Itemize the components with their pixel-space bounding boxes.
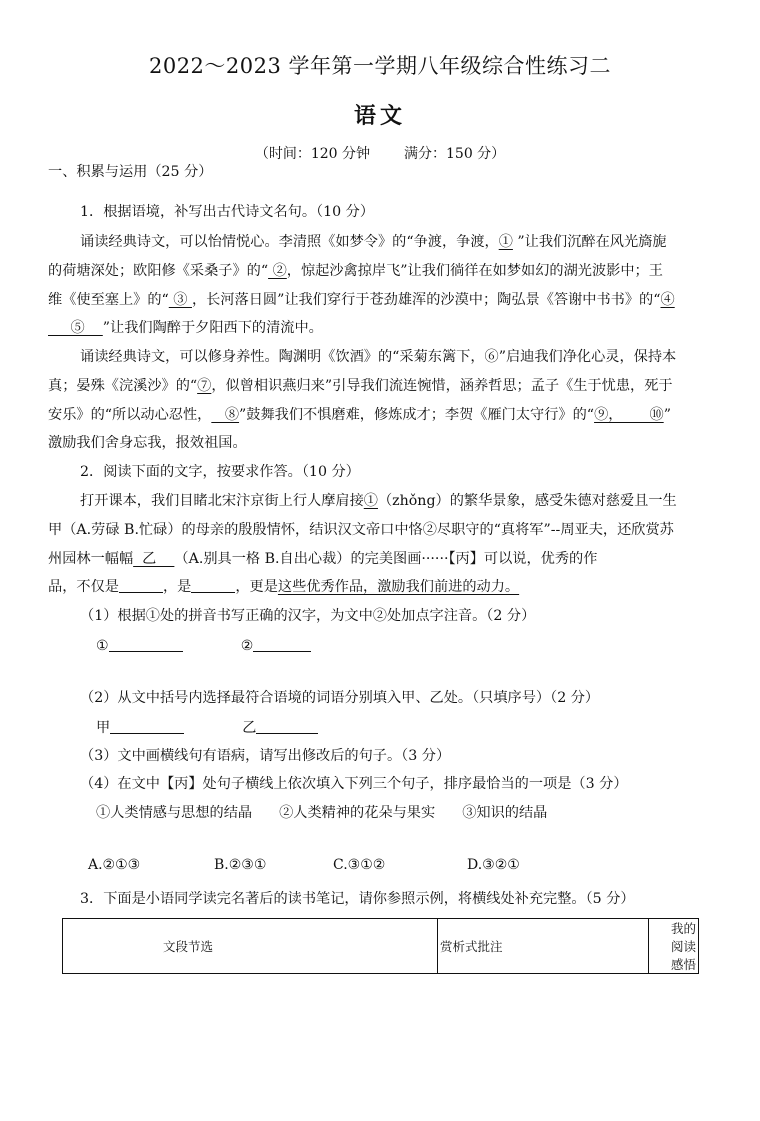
q1-paragraph2-line4: 激励我们舍身忘我，报效祖国。	[48, 435, 247, 451]
blank-9-10[interactable]: ⑨， ⑩	[594, 407, 664, 423]
q2-text-line4: 品，不仅是 ，是 ，更是这些优秀作品，激励我们前进的动力。	[48, 579, 520, 595]
blank-3[interactable]: ③	[168, 292, 192, 308]
subquestion-2-answers: 甲 乙	[96, 718, 396, 738]
exam-score: 满分：150 分）	[404, 146, 506, 162]
subquestion-1-answers: ① ②	[96, 636, 396, 656]
q1-paragraph2-line2: 真；晏殊《浣溪沙》的“⑦，似曾相识燕归来”引导我们流连惋惜，涵养哲思；孟子《生于忧患，死于	[48, 378, 673, 394]
q2-text-line2: 甲（A.劳碌 B.忙碌）的母亲的殷殷情怀，结识汉文帝口中恪②尽职守的“真将军”--周亚夫，还欣赏苏	[48, 522, 674, 538]
choice-d[interactable]: D.③②①	[467, 857, 520, 873]
q1-paragraph2-line1: 诵读经典诗文，可以修身养性。陶渊明《饮酒》的“采菊东篱下，⑥”启迪我们净化心灵，保持本	[80, 349, 677, 365]
q1-paragraph2-line3: 安乐》的“所以动心忍性， ⑧”鼓舞我们不惧磨难，修炼成才；李贺《雁门太守行》的“⑨， ⑩”	[48, 407, 671, 423]
question-1-stem: 1．根据语境，补写出古代诗文名句。（10 分）	[80, 204, 375, 220]
subquestion-4: （4）在文中【丙】处句子横线上依次填入下列三个句子，排序最恰当的一项是（3 分）	[80, 776, 628, 792]
choice-b[interactable]: B.②③①	[214, 857, 267, 873]
question-3-stem: 3．下面是小语同学读完名著后的读书笔记，请你参照示例，将横线处补充完整。（5 分）	[80, 891, 635, 907]
q1-paragraph1-line2: 的荷塘深处；欧阳修《采桑子》的“ ②，惊起沙禽掠岸飞”让我们徜徉在如梦如幻的湖光波影中；王	[48, 263, 663, 279]
choice-c[interactable]: C.③①②	[333, 857, 386, 873]
subquestion-4-sentences: ①人类情感与思想的结晶 ②人类精神的花朵与果实 ③知识的结晶	[96, 805, 548, 821]
blank-2[interactable]: ②	[268, 263, 287, 279]
exam-title: 2022～2023 学年第一学期八年级综合性练习二	[148, 54, 612, 78]
subquestion-2: （2）从文中括号内选择最符合语境的词语分别填入甲、乙处。（只填序号）（2 分）	[80, 690, 600, 706]
table-header-excerpt: 文段节选	[63, 919, 438, 974]
table-header-row	[63, 919, 699, 974]
table-header-annotation: 赏析式批注	[438, 919, 649, 974]
answer-1-field[interactable]	[109, 637, 183, 652]
answer-2-field[interactable]	[253, 637, 311, 652]
blank-4[interactable]: ④	[660, 292, 675, 308]
underlined-sentence: 这些优秀作品，激励我们前进的动力。	[277, 579, 520, 595]
section-heading: 一、积累与运用（25 分）	[48, 164, 213, 180]
blank-yi[interactable]: 乙	[133, 551, 175, 567]
blank-8[interactable]: ⑧	[211, 407, 240, 423]
mark-2: ②	[422, 522, 437, 538]
q2-text-line1: 打开课本，我们目睹北宋汴京街上行人摩肩接①（zhǒng）的繁华景象，感受朱德对慈爱且一生	[80, 493, 677, 509]
exam-info	[0, 143, 760, 163]
blank-7[interactable]: ⑦	[197, 378, 212, 394]
choice-a[interactable]: A.②①③	[88, 857, 141, 873]
subquestion-1: （1）根据①处的拼音书写正确的汉字，为文中②处加点字注音。（2 分）	[80, 608, 536, 624]
subquestion-3: （3）文中画横线句有语病，请写出修改后的句子。（3 分）	[80, 748, 451, 764]
answer-yi-field[interactable]	[256, 719, 318, 734]
blank-1[interactable]: ①	[498, 234, 513, 250]
q1-paragraph1-line4: ⑤ ”让我们陶醉于夕阳西下的清流中。	[48, 320, 323, 336]
reading-notes-table	[62, 918, 699, 974]
q1-paragraph1-line1: 诵读经典诗文，可以怡情悦心。李清照《如梦令》的“争渡，争渡，① ”让我们沉醉在风光旖旎	[80, 234, 667, 250]
blank-5[interactable]: ⑤	[48, 320, 103, 336]
answer-jia-field[interactable]	[110, 719, 184, 734]
blank-pinyin[interactable]: ①	[363, 493, 378, 509]
table-header-reflection: 我的阅读感悟	[649, 919, 699, 974]
blank-bing-1[interactable]	[119, 578, 163, 593]
blank-bing-2[interactable]	[191, 578, 235, 593]
q1-paragraph1-line3: 维《使至塞上》的“ ③ ，长河落日圆”让我们穿行于苍劲雄浑的沙漠中；陶弘景《答谢中书书》的“④	[48, 292, 675, 308]
q2-text-line3: 州园林一幅幅 乙 （A.别具一格 B.自出心裁）的完美图画······【丙】可以说，优秀的作	[48, 551, 598, 567]
exam-time: （时间：120 分钟	[254, 146, 370, 162]
question-2-stem: 2．阅读下面的文字，按要求作答。（10 分）	[80, 464, 360, 480]
subject-title: 语文	[353, 103, 406, 129]
